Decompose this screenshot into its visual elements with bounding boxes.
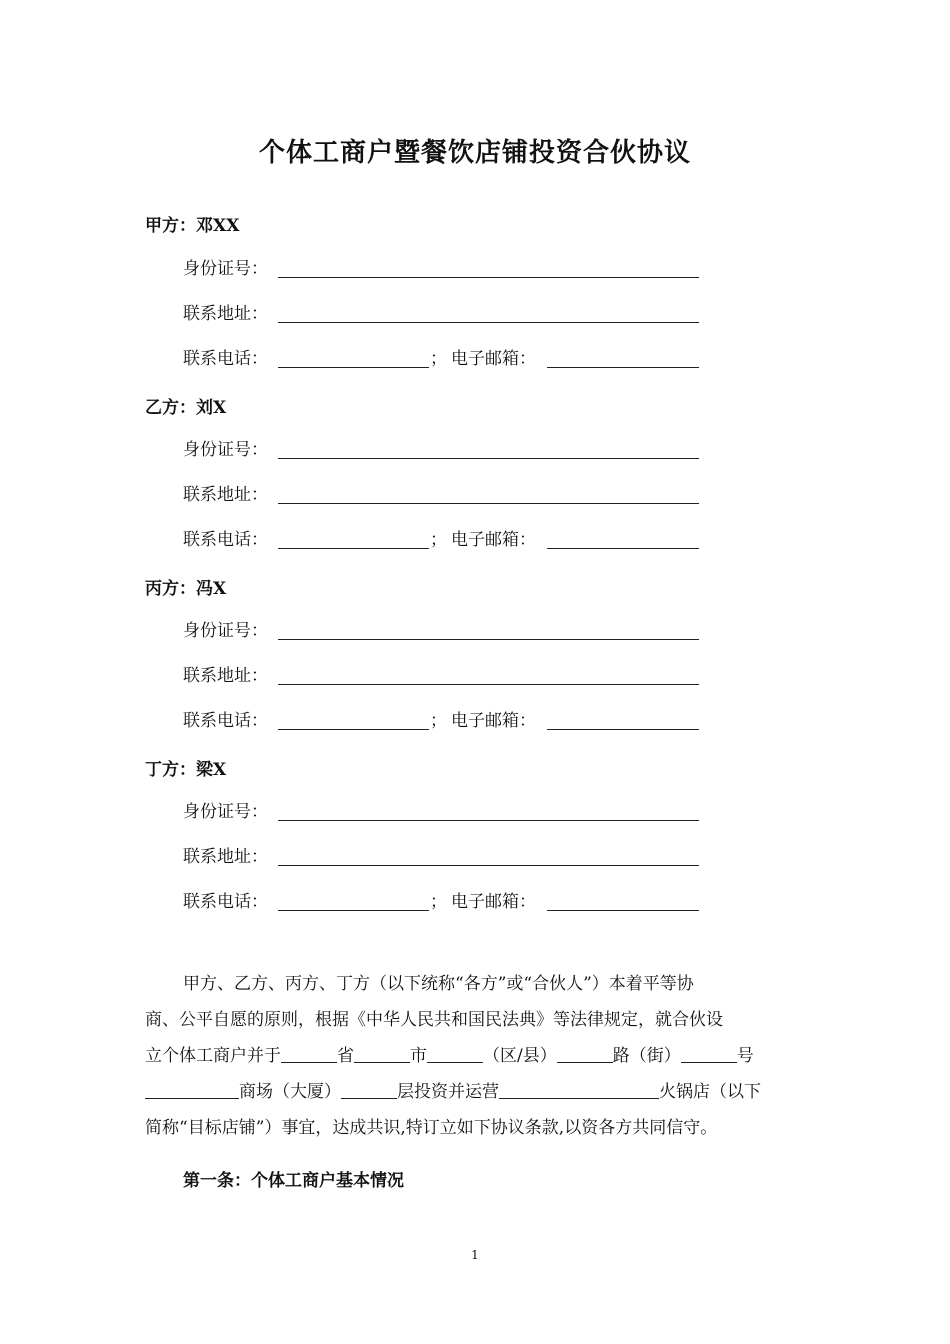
party-name: 邓XX [196,216,240,236]
email-label: 电子邮箱： [451,530,536,550]
party-name: 刘X [196,398,227,418]
province-blank[interactable] [281,1044,337,1063]
email-label: 电子邮箱： [451,711,536,731]
text-segment: （区/县） [483,1046,557,1066]
phone-label: 联系电话： [183,530,268,550]
paragraph-line: 简称“目标店铺”）事宜，达成共识,特订立如下协议条款,以资各方共同信守。 [145,1118,718,1138]
email-field[interactable] [547,729,699,730]
city-blank[interactable] [354,1044,410,1063]
road-blank[interactable] [557,1044,613,1063]
id-field[interactable] [278,820,699,821]
article-1-heading: 第一条：个体工商户基本情况 [183,1171,404,1191]
address-field[interactable] [278,684,699,685]
text-segment: 层投资并运营 [397,1082,499,1102]
district-blank[interactable] [427,1044,483,1063]
party-a-heading [145,211,239,236]
phone-field[interactable] [278,548,429,549]
text-segment: 省 [337,1046,354,1066]
phone-label: 联系电话： [183,349,268,369]
text-segment: 号 [736,1046,754,1066]
paragraph-line: 商、公平自愿的原则，根据《中华人民共和国民法典》等法律规定，就合伙设 [145,1010,723,1030]
party-role: 甲方： [145,216,196,236]
party-c-heading [145,574,226,599]
party-name: 梁X [196,760,227,780]
intro-paragraph [145,966,805,1146]
email-label: 电子邮箱： [451,892,536,912]
party-name: 冯X [196,579,227,599]
text-segment: 路（街） [612,1046,681,1066]
email-field[interactable] [547,548,699,549]
party-d-heading [145,755,226,780]
floor-blank[interactable] [341,1080,397,1099]
address-field[interactable] [278,322,699,323]
party-b-heading [145,393,226,418]
id-field[interactable] [278,639,699,640]
address-label: 联系地址： [183,666,268,686]
text-segment: 立个体工商户并于 [145,1046,281,1066]
store-name-blank[interactable] [499,1080,659,1099]
id-field[interactable] [278,277,699,278]
id-field[interactable] [278,458,699,459]
text-segment: 商场（大厦） [239,1082,341,1102]
phone-field[interactable] [278,729,429,730]
mall-blank[interactable] [145,1080,239,1099]
phone-label: 联系电话： [183,892,268,912]
party-role: 丁方： [145,760,196,780]
number-blank[interactable] [681,1044,737,1063]
separator: ； [430,349,447,369]
address-label: 联系地址： [183,304,268,324]
separator: ； [430,892,447,912]
paragraph-line [145,1038,805,1074]
id-label: 身份证号： [183,259,268,279]
address-field[interactable] [278,503,699,504]
text-segment: 市 [410,1046,427,1066]
email-field[interactable] [547,910,699,911]
phone-field[interactable] [278,910,429,911]
email-field[interactable] [547,367,699,368]
party-role: 乙方： [145,398,196,418]
id-label: 身份证号： [183,802,268,822]
phone-field[interactable] [278,367,429,368]
id-label: 身份证号： [183,621,268,641]
address-label: 联系地址： [183,847,268,867]
address-field[interactable] [278,865,699,866]
address-label: 联系地址： [183,485,268,505]
id-label: 身份证号： [183,440,268,460]
separator: ； [430,530,447,550]
text-segment: 火锅店（以下 [659,1082,761,1102]
paragraph-line: 甲方、乙方、丙方、丁方（以下统称“各方”或“合伙人”）本着平等协 [183,974,694,994]
party-role: 丙方： [145,579,196,599]
paragraph-line [145,1074,805,1110]
page-number: 1 [471,1248,479,1262]
separator: ； [430,711,447,731]
email-label: 电子邮箱： [451,349,536,369]
document-title: 个体工商户暨餐饮店铺投资合伙协议 [258,138,691,168]
phone-label: 联系电话： [183,711,268,731]
